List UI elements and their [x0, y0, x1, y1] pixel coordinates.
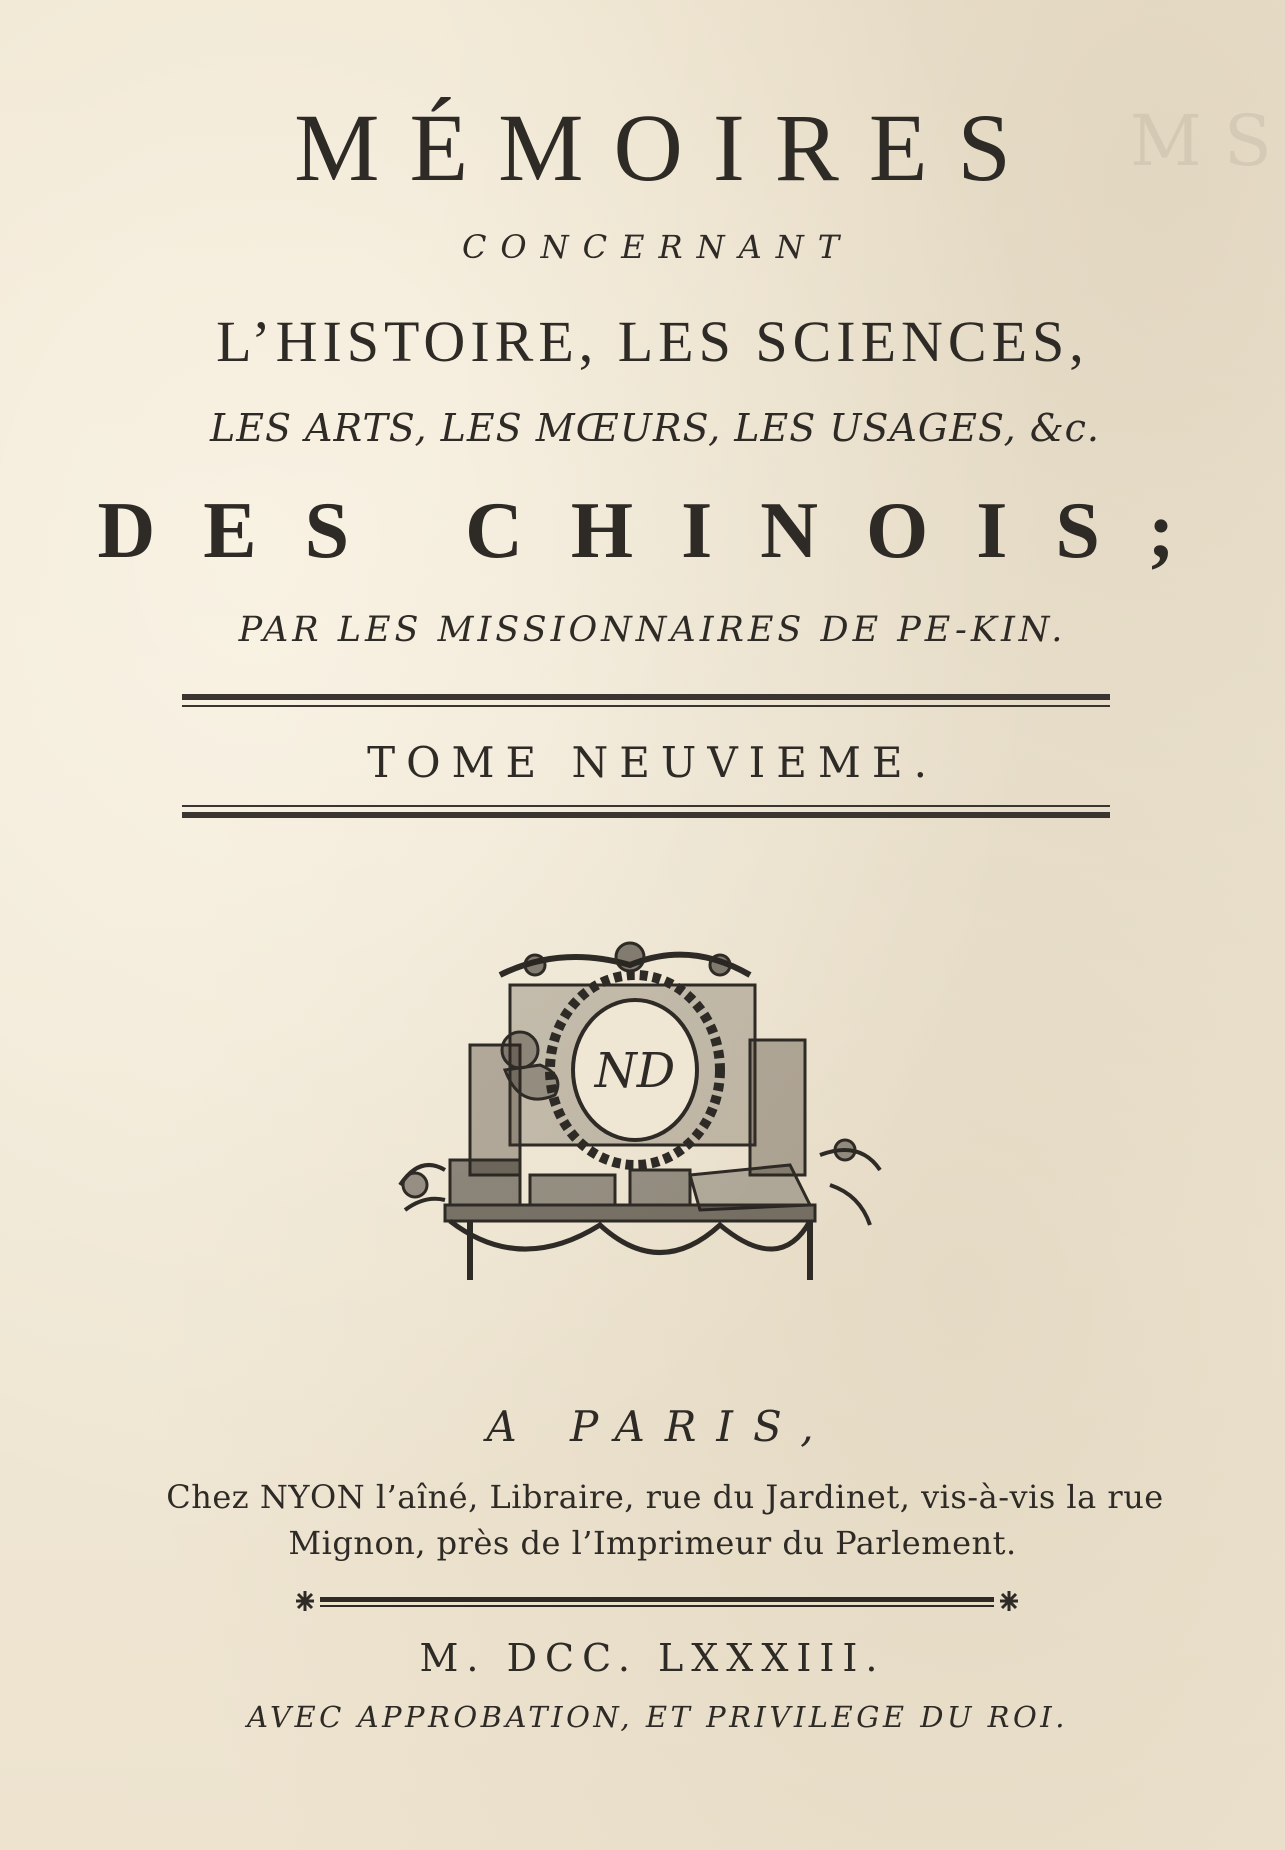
subject-line-2: LES ARTS, LES MŒURS, LES USAGES, &c. — [209, 406, 1101, 450]
authors-line: PAR LES MISSIONNAIRES DE PE-KIN. — [238, 610, 1067, 650]
volume-line: TOME NEUVIEME. — [367, 738, 938, 787]
top-rule-thin — [182, 705, 1110, 707]
bleed-through: M S — [1130, 100, 1272, 182]
publisher-line-2: Mignon, près de l’Imprimeur du Parlement. — [288, 1524, 1017, 1562]
vignette-monogram: ND — [594, 1043, 676, 1099]
subject-line-1: L’HISTOIRE, LES SCIENCES, — [216, 309, 1089, 374]
bottom-rule-thin — [182, 805, 1110, 807]
printers-vignette — [390, 935, 890, 1295]
top-rule-thick — [182, 694, 1110, 700]
vignette-image — [390, 935, 890, 1295]
fleuron-rule — [292, 1585, 1022, 1615]
concernant-line: CONCERNANT — [461, 228, 854, 266]
publisher-line-1: Chez NYON l’aîné, Libraire, rue du Jardinet, vis-à-vis la rue — [166, 1478, 1164, 1516]
imprint-year: M. DCC. LXXXIII. — [419, 1636, 886, 1680]
privilege-line: AVEC APPROBATION, ET PRIVILEGE DU ROI. — [247, 1700, 1068, 1734]
place-line: A PARIS, — [486, 1402, 834, 1451]
book-title: MÉMOIRES — [294, 94, 1041, 201]
subject-line-3: DES CHINOIS; — [97, 487, 1223, 575]
bottom-rule-thick — [182, 812, 1110, 818]
